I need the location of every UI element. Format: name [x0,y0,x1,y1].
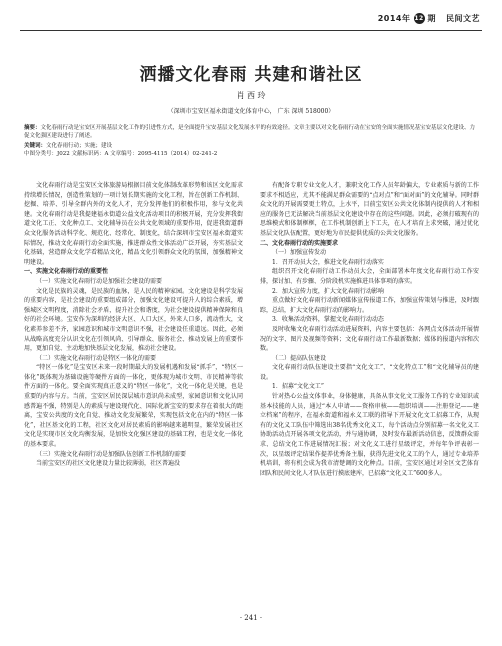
paragraph: 重点做好文化春雨行动新闻媒体宣传报道工作，加强宣传策划与推进，及时跟踪，总结，扩大文化春雨行动的影响力。 [260,297,479,314]
paragraph: 文化春雨行动队伍建设主要指“文化文工”、“文化特点工”和“文化辅导员的建设。 [260,364,479,381]
classification-line: 中图分类号：J022 文献标识码：A 文章编号：2095-4115（2014）02-241-2 [24,151,218,157]
article-author: 肖 西 玲 [236,91,266,100]
issue-year: 2014年 [377,14,411,23]
keywords [24,142,480,150]
paragraph: “特区一体化”是宝安区未来一段时期最大的发展机遇和发展“抓手”，“特区一体化”既体现为基础设施等硬件方面的一体化，更体现为城市文明、市民精神等软件方面的一体化。要全面实现真正意义的“特区一体化”，文化一体化是关键，也是重要的内容与方。当前，宝安区居民深层城市意识尚未成型，家园意识和文化认同感普遍不强，特别是人的素质与建设现代化、国际化新宝安的要求存在着很大的距离，宝安公共度的文化自觉、推动文化发展繁荣，实现包括文化在内的“特区一体化”，社区基文化的工程，社区文化对居民素质的影响越来越明显，繁荣发展社区文化是实现市区文化均衡发展，是加快文化强区建设的基础工程，也是文化一体化的基本要求。 [24,364,243,449]
running-header [378,13,480,24]
paragraph: 及时收集文化春雨行动活动进展资料，内容主要包括：各网点文体活动开展情况的文字、图片及视频等资料；文化春雨行动工作最新数据；媒体的报道内容和次数。 [260,325,479,353]
header-rule [20,30,482,31]
subsection-heading: （一）加强宣传发动 [272,249,327,257]
paragraph: 文化春雨行动是宝安区文体旅游局根据目前文化体制改革形势和该区文化需求持续增长情况，创造性策划的一项计划长期实施的文化工程，旨在创新工作机制、挖掘、培养、引导全群内外的文化人才，充分发挥他们的积极作用，参与文化共建。文化春雨行动是我提建福永街道公益文化活动项目的积极开展，充分发挥我街道文化工正、文化种点工、文化辅导员在公共文化领域的重要作用，促进我街道群众文化服务活动科学化、规范化、经常化、制度化，结合深圳市宝安区福永街道实际情况，推动文化春雨行动全面实施，推进群众性文体活动广泛开展，夯实基层文化基础，营造群众文化学看精品文化，精品文化引领群众文化的氛围，加强精神文明建设。 [24,182,243,266]
paragraph: 当前宝安区的社区文化建设力量比较薄弱，社区普遍没 [36,460,181,468]
paragraph: 组织召开文化春雨行动工作动员大会，全面部署本年度文化春雨行动工作安排，探讨加、有步骤、分阶段机实施推进具体事项的落实。 [260,268,479,285]
subsection-heading: （二）实施文化春雨行动是特区一体化的需要 [36,354,157,362]
issue-number-badge: 12 [414,15,424,22]
journal-brand: 民间文艺 [446,14,480,23]
abstract [24,124,480,140]
subsection-heading: （一）实施文化春雨行动是加强社会建设的需要 [36,277,163,285]
page-number: · 241 · [239,614,263,622]
subsection-heading: 3．收集活动资料，掌握文化春雨行动动态 [272,316,384,324]
paragraph: 针对热心公益文体事业，身体健康，具备从事文化文工服务工作的专业知识或基本技能的人员，通过“本人申请——资格审核——组织培训——注册登记——建立档案”的程序，在福永街道和福永义工联的指导下开展文化文工招募工作，从现有的文化义工队伍中筛选出38名优秀文化义工，每个活动点分别招募一名文化义工协助活动点开展各项文化活动，并与通协调，及时发布最新活动信息，反馈群众需求、总结文化工作进展情况汇报；对文化义工进行星级评定，并每年争评表彰一次，以星级评定结果作提养优秀备主服，获得先进文化义工的个人，通过专业培养机培训，将有机会成为我市清楚调的文化种点。目前，宝安区通过对全区文艺体育团队和民间文化人才队伍进行摸底建库，已招募“文化义工”600多人。 [260,393,479,477]
body-column-right [260,181,479,478]
subsection-heading: （三）实施文化春雨行动是加强队伍创新工作机制的需要 [36,450,187,458]
keywords-text: 文化春雨行动；实施；建设 [46,143,113,149]
subsection-heading: （二）提高队伍建设 [272,354,327,362]
abstract-text: 文化春雨行动是宝安区开展基层文化工作的引进性方式，是全面提升宝安基层文化发展水平的有效途径。文章主要以对文化春雨行动在宝安的全面实施情况基宝安基层文化建设、力促文化强区建设进行了阐述。 [24,125,476,139]
paragraph: 有配备专职专业文化人才，兼职文化工作人员年龄偏大，专业素质与新的工作要求不相适应，尤其不能满足群众需要的“点对点”和“面对面”的文化辅导。同时群众文化的开展需要更土特点，上水平，目前宝安区公共文化体制内提供的人才和相应的服务已无法解决当前基层文化建设中存在的这些问题。因此，必须打破现有的思维模式和体制框框，在工作机制创新上下工夫，在人才培育上求突破，通过优化基层文化队伍配置，更好地为市民提供优质的公共文化服务。 [260,182,479,237]
subsection-heading: 1．招募“文化文工” [272,383,324,391]
subsection-heading: 2．加大宣传力度，扩大文化春雨行动影响 [272,287,384,295]
paragraph: 文化是民族的灵魂，是民族的血脉，是人民的精神家园。文化建设是科学发展的重要内容，是社会建设的重要组成部分，加强文化建设可提升人的综合素质，增强城区文明程度，消除社会矛盾，提升社会和谐度，为社会建设提供精神保障和良好的社会环境。宝安作为深圳的经济大区、人口大区，外来人口多，流动性大，文化素养参差不齐，家园意识和城市文明意识不强，社会建设任重道远。因此，必须从战略高度充分认识文化在引领风尚、引导群众、服务社会、推动发展上的重要作用，更加自觉、主动地加快基层文化发展，推动社会建设。 [24,287,243,353]
article-title: 洒播文化春雨 共建和谐社区 [139,65,363,85]
keywords-label: 关键词： [24,143,47,149]
body-column-left [24,181,243,469]
abstract-label: 摘要： [24,125,41,131]
issue-suffix: 期 [427,14,436,23]
subsection-heading: 1．召开动员大会，推进文化春雨行动落实 [272,258,384,266]
section-heading: 二、文化春雨行动的实施要求 [260,239,339,247]
article-affiliation: （深圳市宝安区福永街道文化体育中心， 广东 深圳 518000） [167,108,335,115]
section-heading: 一、实施文化春雨行动的重要性 [24,268,109,276]
